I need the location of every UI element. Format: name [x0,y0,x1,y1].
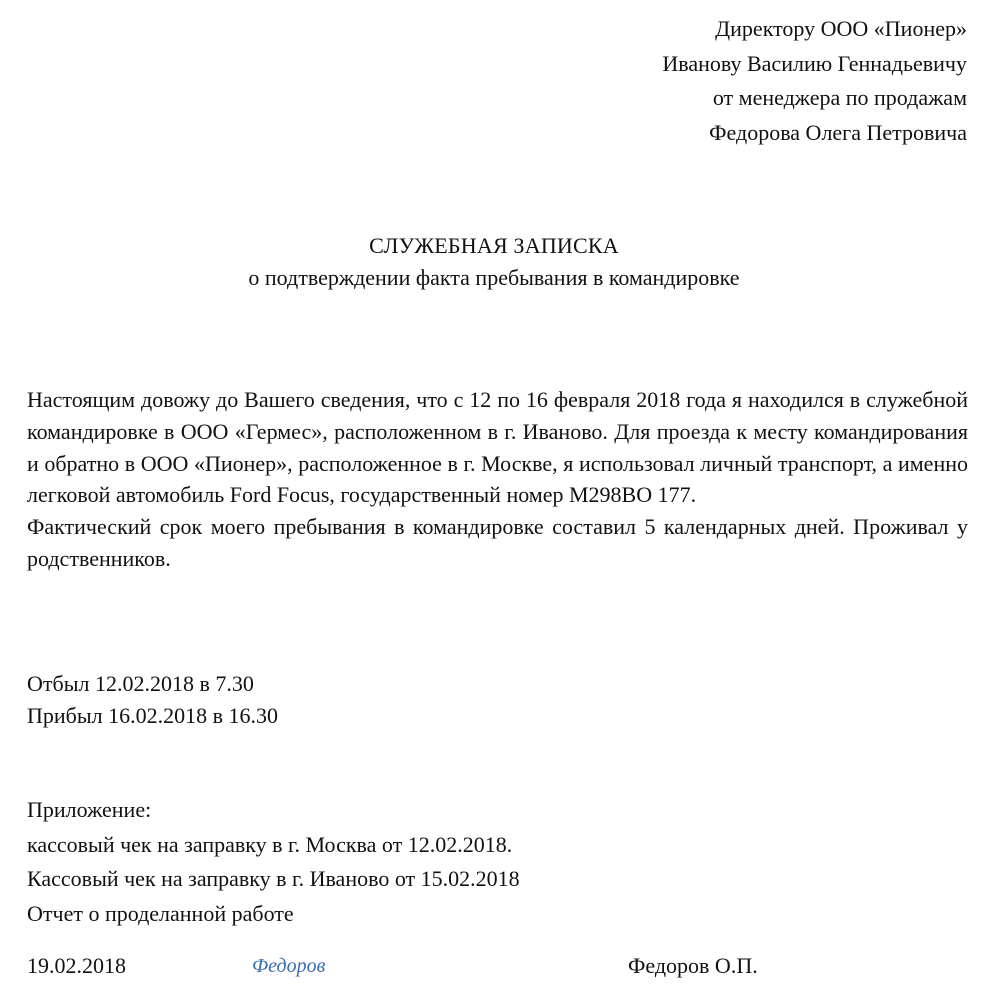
attachment-item: кассовый чек на заправку в г. Москва от 12.02.2018. [27,831,513,857]
sender-line-name: Федорова Олега Петровича [709,119,967,145]
document-subtitle: о подтверждении факта пребывания в командировке [248,265,740,290]
travel-times [27,668,278,731]
signoff-row [0,950,988,984]
attachments-label: Приложение: [27,797,152,822]
body-paragraph-trip: Настоящим довожу до Вашего сведения, что с 12 по 16 февраля 2018 года я находился в служебной командировке в ООО «Гермес», расположенном в г. Иваново. Для проезда к месту командирования и обратно в ООО «Пионер», расположенное в г. Москве, я использовал личный транспорт, а именно легковой автомобиль Ford Focus, государственный номер М298ВО 177. [27,387,968,508]
document-title: СЛУЖЕБНАЯ ЗАПИСКА [369,233,619,258]
sender-line-position: от менеджера по продажам [712,85,967,110]
addressee-block [662,12,967,150]
handwritten-signature: Федоров [252,955,326,977]
title-block [0,230,988,294]
signoff-date: 19.02.2018 [27,953,126,978]
attachments-block [27,793,520,931]
attachment-item: Отчет о проделанной работе [27,900,294,926]
memo-body [27,384,968,575]
attachment-item: Кассовый чек на заправку в г. Иваново от 15.02.2018 [27,866,520,891]
addressee-line-position: Директору ООО «Пионер» [715,16,967,41]
signatory-name: Федоров О.П. [628,953,758,978]
addressee-line-name: Иванову Василию Геннадьевичу [662,50,967,76]
departure-line: Отбыл 12.02.2018 в 7.30 [27,671,254,696]
arrival-line: Прибыл 16.02.2018 в 16.30 [27,702,279,728]
body-paragraph-duration: Фактический срок моего пребывания в командировке составил 5 календарных дней. Проживал у родственников. [27,514,968,571]
